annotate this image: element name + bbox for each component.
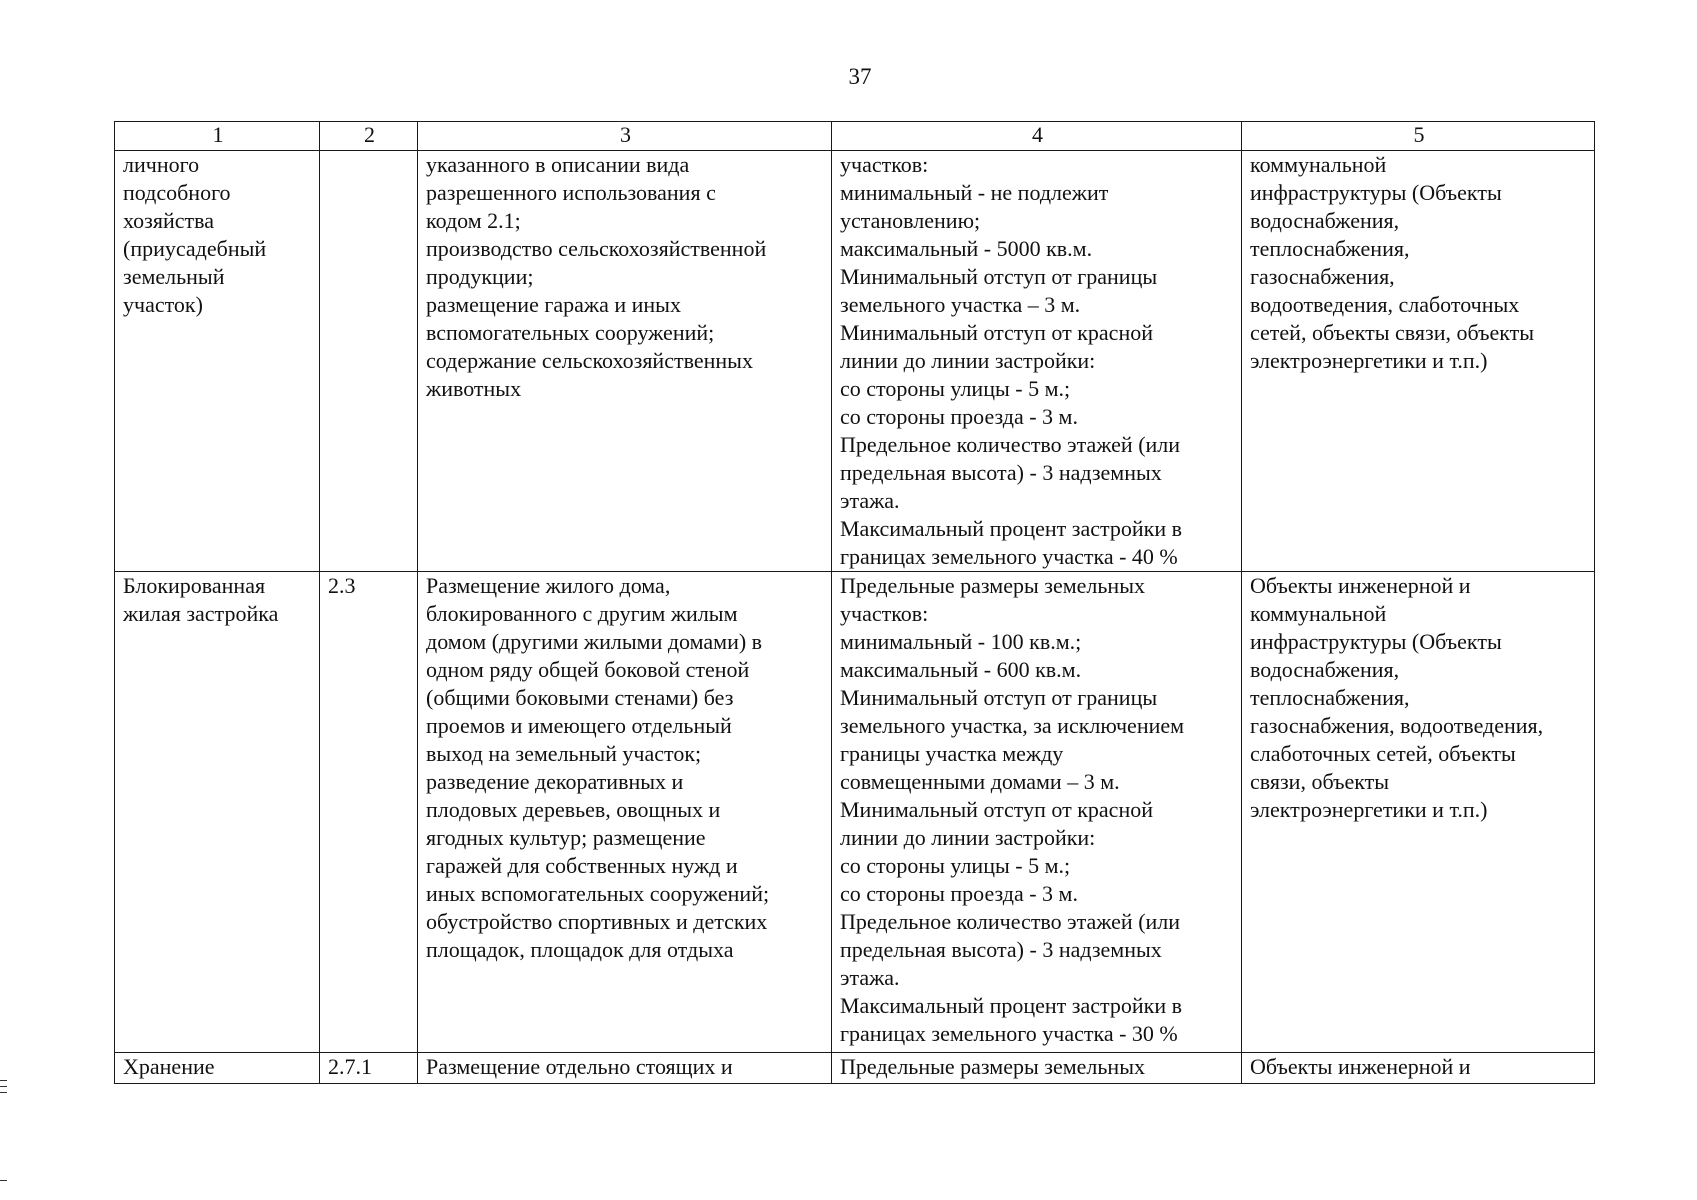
cell-text-line: этажа. bbox=[840, 488, 900, 513]
cell-text-line: Максимальный процент застройки в bbox=[840, 516, 1182, 541]
cell-text-line: вспомогательных сооружений; bbox=[426, 320, 715, 345]
cell-text-line: хозяйства bbox=[123, 208, 214, 233]
infrastructure-cell bbox=[1242, 572, 1595, 1053]
page-number: 37 bbox=[848, 64, 872, 89]
cell-text-line: содержание сельскохозяйственных bbox=[426, 348, 753, 373]
cell-text-line: Объекты инженерной и bbox=[1250, 1054, 1471, 1079]
cell-text-line: минимальный - не подлежит bbox=[840, 180, 1109, 205]
parameters-cell bbox=[832, 151, 1242, 572]
cell-text-line: границах земельного участка - 30 % bbox=[840, 1021, 1178, 1046]
infrastructure-cell bbox=[1242, 1053, 1595, 1084]
cell-text-line: водоснабжения, bbox=[1250, 657, 1400, 682]
cell-text-line: теплоснабжения, bbox=[1250, 685, 1410, 710]
cell-text-line: 2.7.1 bbox=[328, 1054, 372, 1079]
cell-text-line: гаражей для собственных нужд и bbox=[426, 853, 738, 878]
cell-text-line: газоснабжения, bbox=[1250, 264, 1395, 289]
cell-text-line: коммунальной bbox=[1250, 152, 1387, 177]
cell-text-line: со стороны проезда - 3 м. bbox=[840, 404, 1078, 429]
cell-text-line: водоснабжения, bbox=[1250, 208, 1400, 233]
cell-text-line: связи, объекты bbox=[1250, 769, 1390, 794]
edge-mark bbox=[0, 1080, 7, 1081]
cell-text-line: Объекты инженерной и bbox=[1250, 573, 1471, 598]
cell-text-line: жилая застройка bbox=[123, 601, 279, 626]
cell-text-line: максимальный - 5000 кв.м. bbox=[840, 236, 1093, 261]
cell-text-line: 2.3 bbox=[328, 573, 356, 598]
cell-text-line: иных вспомогательных сооружений; bbox=[426, 881, 770, 906]
cell-text-line: Предельные размеры земельных bbox=[840, 1054, 1145, 1079]
cell-text-line: Блокированная bbox=[123, 573, 266, 598]
land-use-code-cell bbox=[320, 151, 418, 572]
cell-text-line: слаботочных сетей, объекты bbox=[1250, 741, 1516, 766]
table-row bbox=[115, 151, 1595, 572]
cell-text-line: со стороны проезда - 3 м. bbox=[840, 881, 1078, 906]
cell-text-line: плодовых деревьев, овощных и bbox=[426, 797, 721, 822]
land-use-description-cell bbox=[418, 1053, 832, 1084]
cell-text-line: максимальный - 600 кв.м. bbox=[840, 657, 1082, 682]
cell-text-line: предельная высота) - 3 надземных bbox=[840, 937, 1162, 962]
cell-text-line: кодом 2.1; bbox=[426, 208, 521, 233]
cell-text-line: линии до линии застройки: bbox=[840, 348, 1096, 373]
cell-text-line: продукции; bbox=[426, 264, 534, 289]
column-number-4: 4 bbox=[832, 122, 1242, 151]
land-use-name-cell bbox=[115, 572, 320, 1053]
land-use-name-cell bbox=[115, 1053, 320, 1084]
cell-text-line: выход на земельный участок; bbox=[426, 741, 702, 766]
cell-text-line: блокированного с другим жилым bbox=[426, 601, 738, 626]
edge-mark bbox=[0, 1092, 7, 1093]
cell-text-line: коммунальной bbox=[1250, 601, 1387, 626]
column-number-5: 5 bbox=[1242, 122, 1595, 151]
table-row bbox=[115, 1053, 1595, 1084]
cell-text-line: (приусадебный bbox=[123, 236, 267, 261]
land-use-table bbox=[114, 121, 1595, 1084]
cell-text-line: минимальный - 100 кв.м.; bbox=[840, 629, 1082, 654]
cell-text-line: площадок, площадок для отдыха bbox=[426, 937, 734, 962]
cell-text-line: Минимальный отступ от границы bbox=[840, 264, 1158, 289]
cell-text-line: земельный bbox=[123, 264, 225, 289]
cell-text-line: предельная высота) - 3 надземных bbox=[840, 460, 1162, 485]
cell-text-line: личного bbox=[123, 152, 200, 177]
land-use-description-cell bbox=[418, 572, 832, 1053]
edge-mark bbox=[0, 1086, 7, 1087]
cell-text-line: животных bbox=[426, 376, 522, 401]
cell-text-line: указанного в описании вида bbox=[426, 152, 690, 177]
cell-text-line: (общими боковыми стенами) без bbox=[426, 685, 734, 710]
cell-text-line: теплоснабжения, bbox=[1250, 236, 1410, 261]
cell-text-line: ягодных культур; размещение bbox=[426, 825, 706, 850]
cell-text-line: разрешенного использования с bbox=[426, 180, 716, 205]
table-row bbox=[115, 572, 1595, 1053]
cell-text-line: Предельное количество этажей (или bbox=[840, 432, 1181, 457]
cell-text-line: Размещение жилого дома, bbox=[426, 573, 671, 598]
column-number-1: 1 bbox=[115, 122, 320, 151]
cell-text-line: Хранение bbox=[123, 1054, 215, 1079]
cell-text-line: инфраструктуры (Объекты bbox=[1250, 629, 1502, 654]
cell-text-line: инфраструктуры (Объекты bbox=[1250, 180, 1502, 205]
cell-text-line: Минимальный отступ от красной bbox=[840, 320, 1153, 345]
cell-text-line: этажа. bbox=[840, 965, 900, 990]
cell-text-line: газоснабжения, водоотведения, bbox=[1250, 713, 1544, 738]
cell-text-line: размещение гаража и иных bbox=[426, 292, 681, 317]
cell-text-line: Минимальный отступ от красной bbox=[840, 797, 1153, 822]
cell-text-line: границы участка между bbox=[840, 741, 1064, 766]
cell-text-line: со стороны улицы - 5 м.; bbox=[840, 853, 1071, 878]
cell-text-line: земельного участка, за исключением bbox=[840, 713, 1185, 738]
cell-text-line: Предельные размеры земельных bbox=[840, 573, 1145, 598]
cell-text-line: участков: bbox=[840, 152, 929, 177]
cell-text-line: участков: bbox=[840, 601, 929, 626]
cell-text-line: Максимальный процент застройки в bbox=[840, 993, 1182, 1018]
land-use-code-cell bbox=[320, 572, 418, 1053]
cell-text-line: со стороны улицы - 5 м.; bbox=[840, 376, 1071, 401]
cell-text-line: домом (другими жилыми домами) в bbox=[426, 629, 763, 654]
cell-text-line: электроэнергетики и т.п.) bbox=[1250, 797, 1488, 822]
cell-text-line: одном ряду общей боковой стеной bbox=[426, 657, 750, 682]
infrastructure-cell bbox=[1242, 151, 1595, 572]
table-header-row bbox=[115, 122, 1595, 151]
parameters-cell bbox=[832, 1053, 1242, 1084]
cell-text-line: Минимальный отступ от границы bbox=[840, 685, 1158, 710]
cell-text-line: установлению; bbox=[840, 208, 981, 233]
cell-text-line: земельного участка – 3 м. bbox=[840, 292, 1081, 317]
cell-text-line: обустройство спортивных и детских bbox=[426, 909, 768, 934]
cell-text-line: разведение декоративных и bbox=[426, 769, 684, 794]
parameters-cell bbox=[832, 572, 1242, 1053]
column-number-2: 2 bbox=[320, 122, 418, 151]
land-use-description-cell bbox=[418, 151, 832, 572]
cell-text-line: Размещение отдельно стоящих и bbox=[426, 1054, 733, 1079]
cell-text-line: границах земельного участка - 40 % bbox=[840, 544, 1178, 569]
cell-text-line: подсобного bbox=[123, 180, 231, 205]
land-use-code-cell bbox=[320, 1053, 418, 1084]
cell-text-line: проемов и имеющего отдельный bbox=[426, 713, 732, 738]
cell-text-line: участок) bbox=[123, 292, 203, 317]
cell-text-line: производство сельскохозяйственной bbox=[426, 236, 767, 261]
cell-text-line: сетей, объекты связи, объекты bbox=[1250, 320, 1535, 345]
cell-text-line: водоотведения, слаботочных bbox=[1250, 292, 1520, 317]
cell-text-line: Предельное количество этажей (или bbox=[840, 909, 1181, 934]
cell-text-line: линии до линии застройки: bbox=[840, 825, 1096, 850]
column-number-3: 3 bbox=[418, 122, 832, 151]
cell-text-line: электроэнергетики и т.п.) bbox=[1250, 348, 1488, 373]
edge-mark bbox=[0, 1180, 7, 1181]
cell-text-line: совмещенными домами – 3 м. bbox=[840, 769, 1120, 794]
land-use-name-cell bbox=[115, 151, 320, 572]
